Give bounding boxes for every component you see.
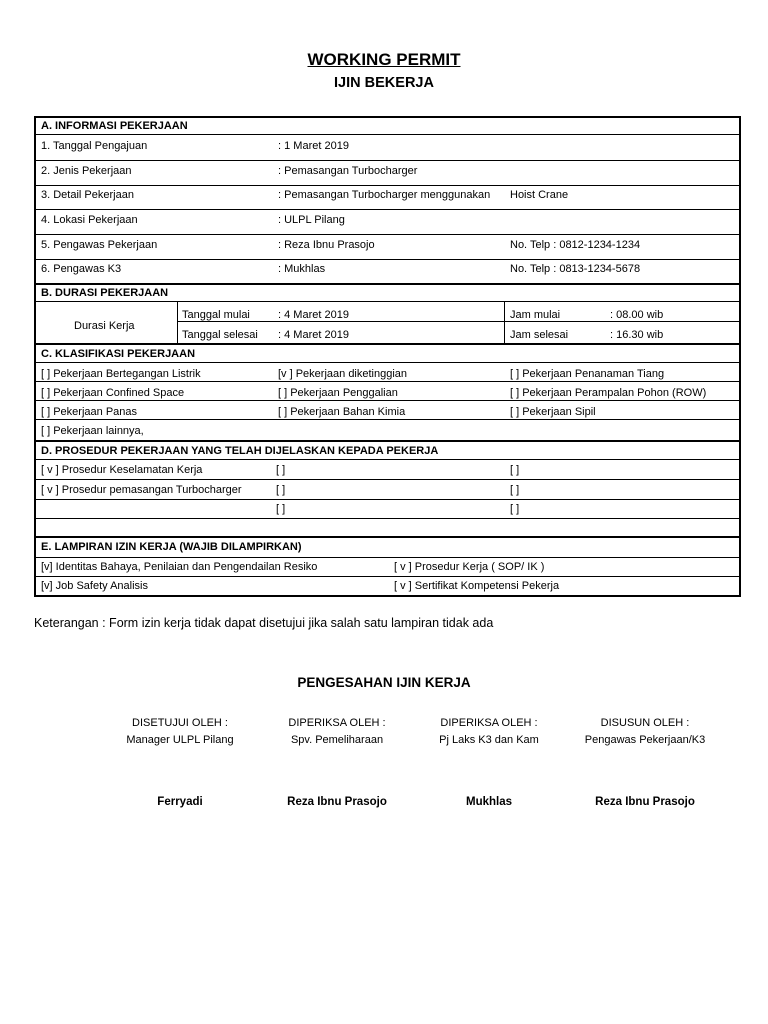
signer-name: Reza Ibnu Prasojo (595, 796, 695, 808)
section-d-heading: D. PROSEDUR PEKERJAAN YANG TELAH DIJELASKAN KEPADA PEKERJA (41, 445, 439, 457)
signer-role: DISUSUN OLEH : (600, 717, 690, 729)
classification-checkbox[interactable]: [ ] Pekerjaan Sipil (510, 406, 596, 418)
row-value: : Reza Ibnu Prasojo (278, 239, 375, 251)
attachment-checkbox[interactable]: [ v ] Prosedur Kerja ( SOP/ IK ) (394, 561, 545, 573)
signer-block (90, 715, 270, 749)
procedure-checkbox[interactable]: [ ] (510, 503, 520, 515)
row-value: : Mukhlas (278, 263, 326, 275)
procedure-checkbox[interactable]: [ ] (276, 503, 286, 515)
row-label: 4. Lokasi Pekerjaan (41, 214, 138, 226)
row-extra: Hoist Crane (510, 189, 569, 201)
classification-checkbox[interactable]: [ ] Pekerjaan Panas (41, 406, 138, 418)
classification-checkbox[interactable]: [ ] Pekerjaan Penanaman Tiang (510, 368, 665, 380)
procedure-checkbox[interactable]: [ ] (276, 484, 286, 496)
end-time-label: Jam selesai (510, 329, 569, 341)
row-value: : 1 Maret 2019 (278, 140, 349, 152)
row-label: 1. Tanggal Pengajuan (41, 140, 148, 152)
classification-checkbox[interactable]: [ ] Pekerjaan Bahan Kimia (278, 406, 406, 418)
row-value: : Pemasangan Turbocharger (278, 165, 418, 177)
start-date-label: Tanggal mulai (182, 309, 250, 321)
classification-checkbox[interactable]: [v ] Pekerjaan diketinggian (278, 368, 408, 380)
start-date-value: : 4 Maret 2019 (278, 309, 349, 321)
classification-checkbox[interactable]: [ ] Pekerjaan lainnya, (41, 425, 144, 437)
duration-label: Durasi Kerja (74, 320, 135, 332)
classification-checkbox[interactable]: [ ] Pekerjaan Penggalian (278, 387, 398, 399)
section-c-heading: C. KLASIFIKASI PEKERJAAN (41, 348, 196, 360)
row-label: 5. Pengawas Pekerjaan (41, 239, 158, 251)
procedure-checkbox[interactable]: [ ] (276, 464, 286, 476)
note-text: Keterangan : Form izin kerja tidak dapat disetujui jika salah satu lampiran tidak ada (34, 616, 494, 630)
start-time-label: Jam mulai (510, 309, 561, 321)
procedure-checkbox[interactable]: [ v ] Prosedur Keselamatan Kerja (41, 464, 203, 476)
classification-checkbox[interactable]: [ ] Pekerjaan Perampalan Pohon (ROW) (510, 387, 707, 399)
end-time-value: : 16.30 wib (610, 329, 664, 341)
end-date-label: Tanggal selesai (182, 329, 258, 341)
signer-name: Mukhlas (465, 796, 512, 808)
signer-position: Manager ULPL Pilang (126, 734, 234, 746)
signer-position: Pj Laks K3 dan Kam (439, 734, 539, 746)
procedure-checkbox[interactable]: [ v ] Prosedur pemasangan Turbocharger (41, 484, 242, 496)
procedure-checkbox[interactable]: [ ] (510, 484, 520, 496)
signer-role: DISETUJUI OLEH : (132, 717, 228, 729)
section-a-heading: A. INFORMASI PEKERJAAN (41, 120, 188, 132)
row-label: 3. Detail Pekerjaan (41, 189, 134, 201)
row-extra: No. Telp : 0813-1234-5678 (510, 263, 641, 275)
signer-name: Ferryadi (157, 796, 203, 808)
document-title: WORKING PERMIT (307, 50, 461, 69)
signer-block (399, 715, 579, 749)
signer-role: DIPERIKSA OLEH : (288, 717, 386, 729)
document-subtitle: IJIN BEKERJA (334, 75, 434, 91)
start-time-value: : 08.00 wib (610, 309, 664, 321)
row-label: 6. Pengawas K3 (41, 263, 122, 275)
attachment-checkbox[interactable]: [ v ] Sertifikat Kompetensi Pekerja (394, 580, 560, 592)
section-b-heading: B. DURASI PEKERJAAN (41, 287, 169, 299)
row-value: : Pemasangan Turbocharger menggunakan (278, 189, 491, 201)
classification-checkbox[interactable]: [ ] Pekerjaan Bertegangan Listrik (41, 368, 201, 380)
attachment-checkbox[interactable]: [v] Identitas Bahaya, Penilaian dan Pengendailan Resiko (41, 561, 318, 573)
row-value: : ULPL Pilang (278, 214, 345, 226)
procedure-checkbox[interactable]: [ ] (510, 464, 520, 476)
signer-name: Reza Ibnu Prasojo (287, 796, 387, 808)
end-date-value: : 4 Maret 2019 (278, 329, 349, 341)
signer-block (555, 715, 735, 749)
attachment-checkbox[interactable]: [v] Job Safety Analisis (41, 580, 148, 592)
row-label: 2. Jenis Pekerjaan (41, 165, 132, 177)
signer-role: DIPERIKSA OLEH : (440, 717, 538, 729)
signer-position: Pengawas Pekerjaan/K3 (584, 734, 706, 746)
approval-title: PENGESAHAN IJIN KERJA (297, 675, 471, 690)
classification-checkbox[interactable]: [ ] Pekerjaan Confined Space (41, 387, 185, 399)
section-e-heading: E. LAMPIRAN IZIN KERJA (WAJIB DILAMPIRKAN) (41, 541, 302, 553)
signer-position: Spv. Pemeliharaan (290, 734, 384, 746)
row-extra: No. Telp : 0812-1234-1234 (510, 239, 641, 251)
permit-form-table (34, 116, 741, 597)
